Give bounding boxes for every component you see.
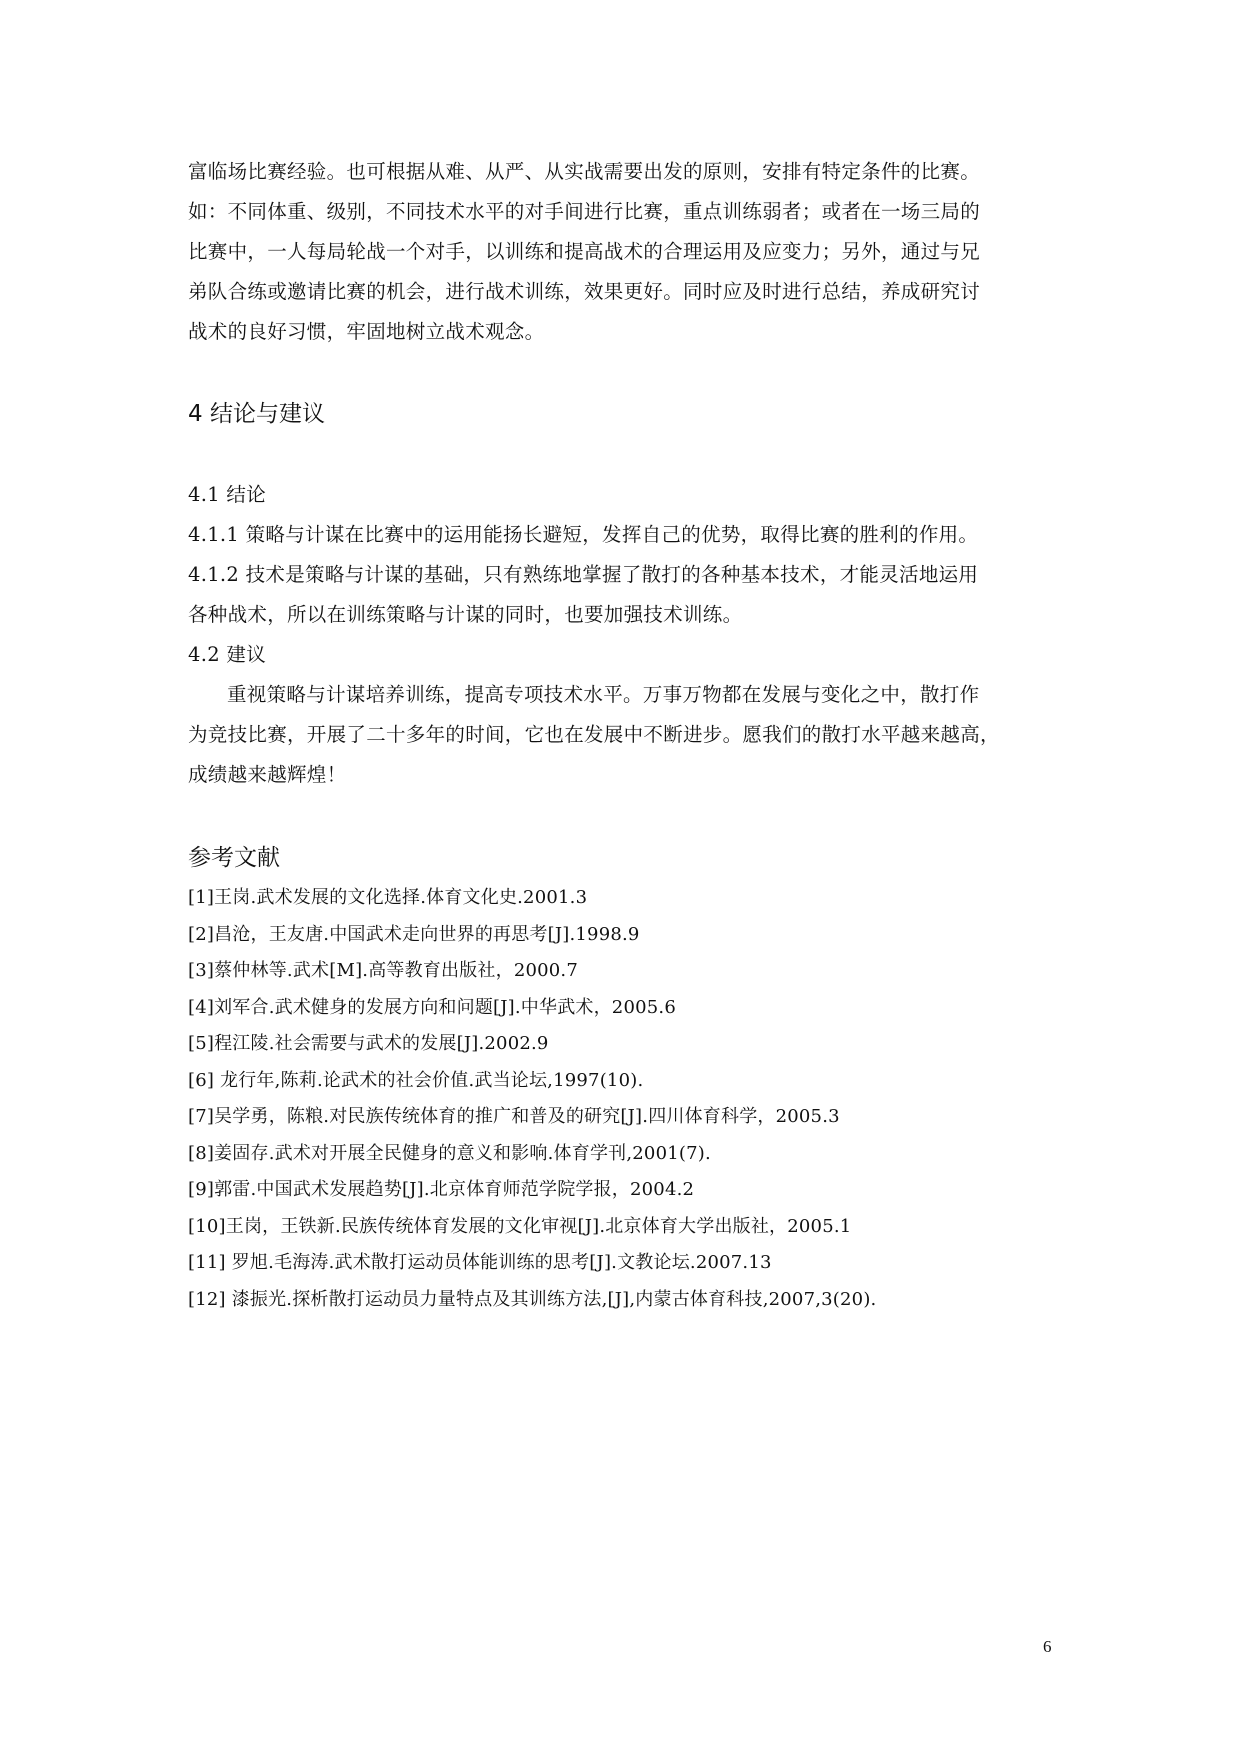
suggestion-line: 重视策略与计谋培养训练，提高专项技术水平。万事万物都在发展与变化之中，散打作	[227, 683, 980, 706]
references-heading: 参考文献	[188, 845, 280, 871]
intro-paragraph	[188, 152, 1068, 352]
reference-item: [9]郭雷.中国武术发展趋势[J].北京体育师范学院学报，2004.2	[188, 1179, 695, 1200]
reference-item: [2]昌沧，王友唐.中国武术走向世界的再思考[J].1998.9	[188, 923, 640, 945]
intro-line: 如：不同体重、级别，不同技术水平的对手间进行比赛，重点训练弱者；或者在一场三局的	[188, 200, 981, 223]
subsection-heading-suggestion: 4.2 建议	[188, 643, 267, 666]
reference-item: [7]吴学勇，陈粮.对民族传统体育的推广和普及的研究[J].四川体育科学，2005.3	[188, 1106, 840, 1127]
conclusion-item-1: 4.1.1 策略与计谋在比赛中的运用能扬长避短，发挥自己的优势，取得比赛的胜利的作用。	[188, 523, 979, 546]
reference-item: [11] 罗旭.毛海涛.武术散打运动员体能训练的思考[J].文教论坛.2007.13	[188, 1252, 772, 1273]
reference-item: [12] 漆振光.探析散打运动员力量特点及其训练方法,[J],内蒙古体育科技,2007,3(20).	[188, 1288, 877, 1310]
intro-line: 弟队合练或邀请比赛的机会，进行战术训练，效果更好。同时应及时进行总结，养成研究讨	[188, 280, 981, 303]
intro-line: 战术的良好习惯，牢固地树立战术观念。	[188, 320, 545, 343]
suggestion-line: 成绩越来越辉煌！	[188, 763, 347, 786]
reference-item: [1]王岗.武术发展的文化选择.体育文化史.2001.3	[188, 887, 588, 908]
conclusion-item-2-line: 各种战术，所以在训练策略与计谋的同时，也要加强技术训练。	[188, 603, 743, 626]
suggestion-line: 为竞技比赛，开展了二十多年的时间，它也在发展中不断进步。愿我们的散打水平越来越高，	[188, 723, 1000, 746]
intro-line: 比赛中，一人每局轮战一个对手，以训练和提高战术的合理运用及应变力；另外，通过与兄	[188, 240, 981, 263]
page-number: 6	[1043, 1637, 1052, 1656]
reference-item: [8]姜固存.武术对开展全民健身的意义和影响.体育学刊,2001(7).	[188, 1142, 711, 1164]
reference-item: [5]程江陵.社会需要与武术的发展[J].2002.9	[188, 1033, 549, 1054]
reference-item: [4]刘军合.武术健身的发展方向和问题[J].中华武术，2005.6	[188, 996, 676, 1018]
conclusion-item-2-line: 4.1.2 技术是策略与计谋的基础，只有熟练地掌握了散打的各种基本技术，才能灵活地运用	[188, 563, 979, 586]
reference-item: [6] 龙行年,陈莉.论武术的社会价值.武当论坛,1997(10).	[188, 1069, 644, 1091]
conclusions-block	[188, 475, 1068, 795]
section-heading-conclusions: 4 结论与建议	[188, 401, 325, 427]
reference-item: [10]王岗，王铁新.民族传统体育发展的文化审视[J].北京体育大学出版社，2005.1	[188, 1215, 852, 1237]
references-list	[188, 880, 1068, 1318]
subsection-heading-conclusion: 4.1 结论	[188, 483, 267, 506]
intro-line: 富临场比赛经验。也可根据从难、从严、从实战需要出发的原则，安排有特定条件的比赛。	[188, 160, 981, 183]
reference-item: [3]蔡仲林等.武术[M].高等教育出版社，2000.7	[188, 960, 578, 981]
